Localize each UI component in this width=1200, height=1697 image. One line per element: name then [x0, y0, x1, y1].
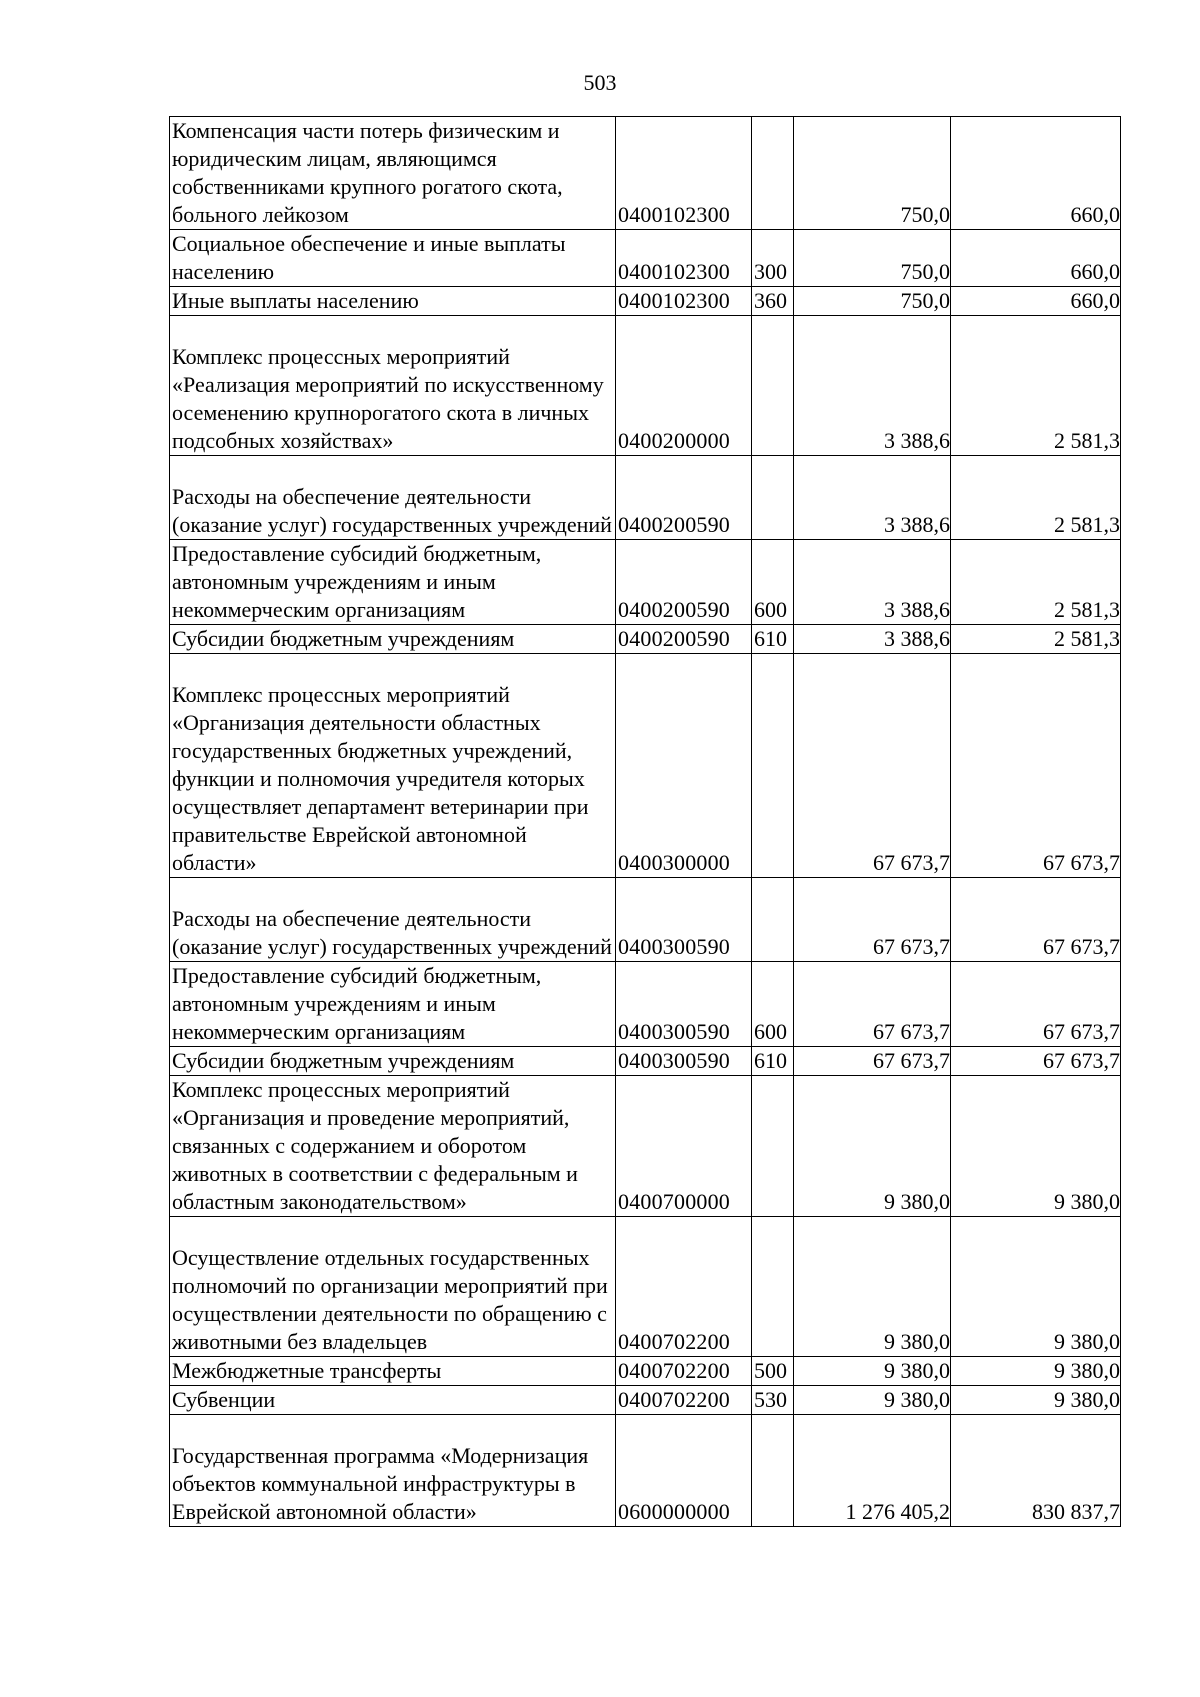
row-type-cell	[752, 316, 794, 456]
table-row	[170, 287, 1121, 316]
row-value2-cell: 2 581,3	[951, 540, 1121, 625]
row-value2-cell: 2 581,3	[951, 456, 1121, 540]
row-code-cell: 0400702200	[616, 1217, 752, 1357]
row-code-cell: 0400300590	[616, 962, 752, 1047]
row-value1-cell: 67 673,7	[794, 878, 951, 962]
table-row	[170, 316, 1121, 456]
row-value1-cell: 750,0	[794, 230, 951, 287]
row-value2-cell: 830 837,7	[951, 1415, 1121, 1527]
table-row	[170, 1076, 1121, 1217]
row-value1-cell: 67 673,7	[794, 654, 951, 878]
row-type-cell	[752, 654, 794, 878]
row-name-cell: Комплекс процессных мероприятий «Реализация мероприятий по искусственному осеменению крупнорогатого скота в личных подсобных хозяйствах»	[170, 316, 616, 456]
row-code-cell: 0400702200	[616, 1386, 752, 1415]
row-value2-cell: 67 673,7	[951, 878, 1121, 962]
row-value1-cell: 750,0	[794, 287, 951, 316]
row-code-cell: 0400300000	[616, 654, 752, 878]
row-name-cell: Расходы на обеспечение деятельности (оказание услуг) государственных учреждений	[170, 456, 616, 540]
table-row	[170, 456, 1121, 540]
row-name-cell: Комплекс процессных мероприятий «Организация и проведение мероприятий, связанных с содержанием и оборотом животных в соответствии с федеральным и областным законодательством»	[170, 1076, 616, 1217]
row-value1-cell: 67 673,7	[794, 1047, 951, 1076]
row-code-cell: 0400102300	[616, 287, 752, 316]
table-row	[170, 878, 1121, 962]
row-name-cell: Субсидии бюджетным учреждениям	[170, 625, 616, 654]
row-name-cell: Осуществление отдельных государственных полномочий по организации мероприятий при осуществлении деятельности по обращению с животными без владельцев	[170, 1217, 616, 1357]
row-value1-cell: 9 380,0	[794, 1386, 951, 1415]
row-name-cell: Предоставление субсидий бюджетным, автономным учреждениям и иным некоммерческим организациям	[170, 540, 616, 625]
row-type-cell	[752, 117, 794, 230]
row-name-cell: Комплекс процессных мероприятий «Организация деятельности областных государственных бюджетных учреждений, функции и полномочия учредителя которых осуществляет департамент ветеринарии при правительстве Еврейской автономной области»	[170, 654, 616, 878]
table-row	[170, 962, 1121, 1047]
row-code-cell: 0400702200	[616, 1357, 752, 1386]
row-value2-cell: 9 380,0	[951, 1357, 1121, 1386]
table-row	[170, 654, 1121, 878]
row-value1-cell: 750,0	[794, 117, 951, 230]
row-code-cell: 0400200590	[616, 456, 752, 540]
row-name-cell: Государственная программа «Модернизация объектов коммунальной инфраструктуры в Еврейской автономной области»	[170, 1415, 616, 1527]
row-type-cell: 600	[752, 962, 794, 1047]
table-row	[170, 1217, 1121, 1357]
row-value2-cell: 67 673,7	[951, 962, 1121, 1047]
row-code-cell: 0400700000	[616, 1076, 752, 1217]
table-row	[170, 625, 1121, 654]
row-value1-cell: 9 380,0	[794, 1076, 951, 1217]
row-type-cell	[752, 1217, 794, 1357]
page-number: 503	[583, 70, 617, 95]
row-type-cell: 360	[752, 287, 794, 316]
row-value1-cell: 3 388,6	[794, 316, 951, 456]
row-value2-cell: 660,0	[951, 287, 1121, 316]
row-name-cell: Межбюджетные трансферты	[170, 1357, 616, 1386]
row-name-cell: Субсидии бюджетным учреждениям	[170, 1047, 616, 1076]
budget-table	[169, 116, 1121, 1527]
table-row	[170, 1047, 1121, 1076]
row-value1-cell: 9 380,0	[794, 1357, 951, 1386]
row-value1-cell: 3 388,6	[794, 456, 951, 540]
row-value1-cell: 1 276 405,2	[794, 1415, 951, 1527]
table-row	[170, 1386, 1121, 1415]
row-code-cell: 0400200590	[616, 540, 752, 625]
row-name-cell: Субвенции	[170, 1386, 616, 1415]
row-value2-cell: 2 581,3	[951, 625, 1121, 654]
row-code-cell: 0400102300	[616, 117, 752, 230]
row-type-cell: 530	[752, 1386, 794, 1415]
row-name-cell: Расходы на обеспечение деятельности (оказание услуг) государственных учреждений	[170, 878, 616, 962]
table-row	[170, 540, 1121, 625]
row-name-cell: Компенсация части потерь физическим и юридическим лицам, являющимся собственниками крупного рогатого скота, больного лейкозом	[170, 117, 616, 230]
row-code-cell: 0400102300	[616, 230, 752, 287]
row-code-cell: 0600000000	[616, 1415, 752, 1527]
row-type-cell: 610	[752, 625, 794, 654]
row-name-cell: Предоставление субсидий бюджетным, автономным учреждениям и иным некоммерческим организациям	[170, 962, 616, 1047]
row-code-cell: 0400200000	[616, 316, 752, 456]
row-value2-cell: 2 581,3	[951, 316, 1121, 456]
row-code-cell: 0400300590	[616, 1047, 752, 1076]
table-row	[170, 1415, 1121, 1527]
row-name-cell: Социальное обеспечение и иные выплаты населению	[170, 230, 616, 287]
row-code-cell: 0400300590	[616, 878, 752, 962]
row-value2-cell: 67 673,7	[951, 1047, 1121, 1076]
row-type-cell	[752, 1415, 794, 1527]
row-value2-cell: 9 380,0	[951, 1076, 1121, 1217]
table-row	[170, 117, 1121, 230]
row-value2-cell: 9 380,0	[951, 1386, 1121, 1415]
row-type-cell: 500	[752, 1357, 794, 1386]
row-name-cell: Иные выплаты населению	[170, 287, 616, 316]
row-value2-cell: 9 380,0	[951, 1217, 1121, 1357]
row-value1-cell: 67 673,7	[794, 962, 951, 1047]
table-row	[170, 230, 1121, 287]
row-type-cell	[752, 456, 794, 540]
row-value1-cell: 3 388,6	[794, 540, 951, 625]
row-value1-cell: 3 388,6	[794, 625, 951, 654]
row-type-cell	[752, 1076, 794, 1217]
row-type-cell: 600	[752, 540, 794, 625]
row-value2-cell: 660,0	[951, 230, 1121, 287]
row-type-cell: 300	[752, 230, 794, 287]
row-value2-cell: 67 673,7	[951, 654, 1121, 878]
table-row	[170, 1357, 1121, 1386]
row-value1-cell: 9 380,0	[794, 1217, 951, 1357]
row-value2-cell: 660,0	[951, 117, 1121, 230]
row-code-cell: 0400200590	[616, 625, 752, 654]
row-type-cell: 610	[752, 1047, 794, 1076]
row-type-cell	[752, 878, 794, 962]
